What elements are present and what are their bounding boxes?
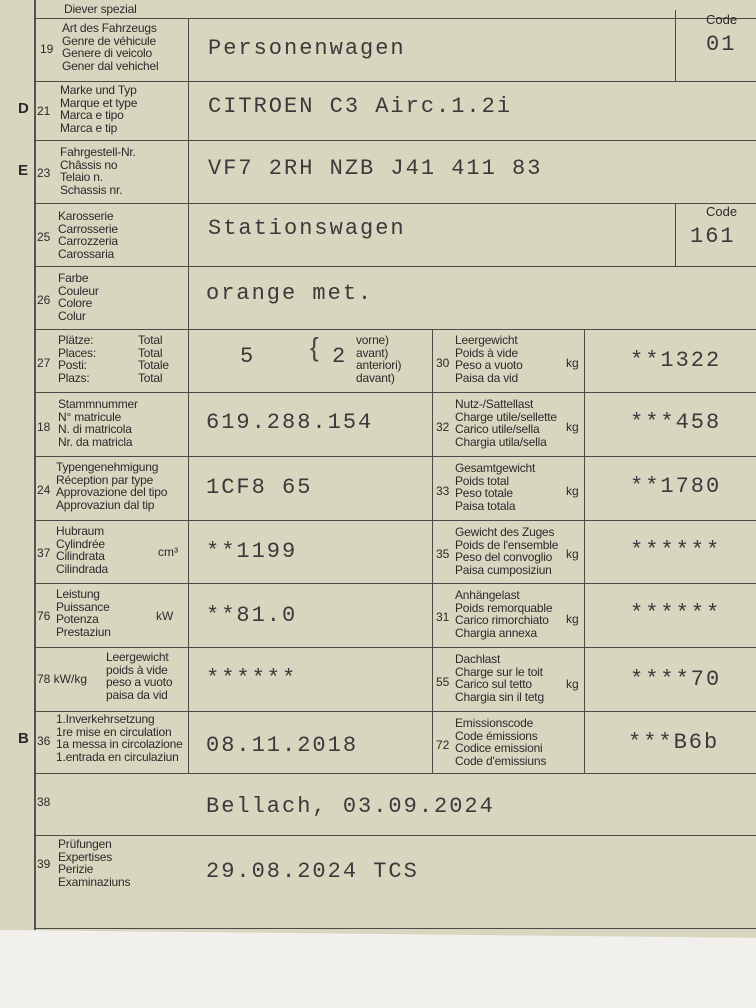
field-number: 35 (436, 547, 450, 561)
code-label: Code (706, 12, 738, 27)
field-label: Karosserie Carrosserie Carrozzeria Carossaria (58, 209, 118, 261)
divider (34, 520, 756, 521)
payload-value: ***458 (630, 410, 722, 435)
field-number: 32 (436, 420, 450, 434)
field-label: Typengenehmigung Réception par type Approvazione del tipo Approvaziun dal tip (56, 460, 168, 512)
total-label: Total Total Totale Total (138, 333, 169, 385)
field-label: Gesamtgewicht Poids total Peso totale Paisa totala (455, 461, 536, 513)
divider (34, 773, 756, 774)
brace: { (310, 332, 319, 362)
unit-label: kW (156, 609, 174, 623)
divider (34, 647, 756, 648)
field-number: 72 (436, 738, 450, 752)
field-number: 31 (436, 610, 450, 624)
unit-label: kg (566, 547, 579, 561)
field-number: 18 (37, 420, 51, 434)
field-label: Leergewicht poids à vide peso a vuoto paisa da vid (106, 650, 173, 702)
place-date-value: Bellach, 03.09.2024 (206, 794, 495, 819)
divider (34, 18, 756, 19)
divider (34, 81, 756, 82)
divider (34, 583, 756, 584)
vehicle-type-code: 01 (706, 32, 737, 57)
divider (432, 329, 433, 773)
field-number: 36 (37, 734, 51, 748)
total-weight-value: **1780 (630, 474, 722, 499)
unit-label: kg (566, 677, 579, 691)
field-label: Marke und Typ Marque et type Marca e tipo Marca e tip (60, 83, 138, 135)
seats-total-value: 5 (240, 344, 256, 369)
field-label: Fahrgestell-Nr. Châssis no Telaio n. Schassis nr. (60, 145, 136, 197)
field-label: Art des Fahrzeugs Genre de véhicule Genere di veicolo Gener dal vehichel (62, 21, 159, 73)
field-label: Leistung Puissance Potenza Prestaziun (56, 587, 111, 639)
field-label: Prüfungen Expertises Perizie Examinaziuns (58, 837, 131, 889)
field-number: 38 (37, 795, 51, 809)
code-label: Code (706, 204, 738, 219)
divider (34, 266, 756, 267)
field-number: 21 (37, 104, 51, 118)
divider (34, 203, 756, 204)
divider (34, 329, 756, 330)
roof-load-value: ****70 (630, 667, 722, 692)
field-number: 39 (37, 857, 51, 871)
power-value: **81.0 (206, 603, 298, 628)
unit-label: cm³ (158, 545, 178, 559)
field-number: 27 (37, 356, 51, 370)
field-number: 19 (40, 42, 54, 56)
divider (675, 10, 676, 81)
field-number: 78 kW/kg (37, 672, 88, 686)
make-model-value: CITROEN C3 Airc.1.2i (208, 94, 513, 119)
field-label: Plätze: Places: Posti: Plazs: (58, 333, 96, 385)
body-type-value: Stationswagen (208, 216, 406, 241)
field-label: Gewicht des Zuges Poids de l'ensemble Peso del convoglio Paisa cumposiziun (455, 525, 559, 577)
divider (188, 18, 189, 329)
field-number: 33 (436, 484, 450, 498)
body-type-code: 161 (690, 224, 736, 249)
section-letter: D (18, 100, 29, 117)
field-label: Nutz-/Sattellast Charge utile/sellette Carico utile/sella Chargia utila/sella (455, 397, 557, 449)
header-label: Diever spezial (64, 2, 137, 16)
field-number: 24 (37, 483, 51, 497)
field-label: 1.Inverkehrsetzung 1re mise en circulation 1a messa in circolazione 1.entrada en circulaziun (56, 712, 183, 764)
unit-label: kg (566, 484, 579, 498)
unit-label: kg (566, 356, 579, 370)
field-label: Anhängelast Poids remorquable Carico rimorchiato Chargia annexa (455, 588, 553, 640)
emission-code-value: ***B6b (628, 730, 720, 755)
color-value: orange met. (206, 281, 374, 306)
background-paper (0, 930, 756, 1008)
field-label: Leergewicht Poids à vide Peso a vuoto Paisa da vid (455, 333, 523, 385)
first-registration-value: 08.11.2018 (206, 733, 359, 758)
field-label: Hubraum Cylindrée Cilindrata Cilindrada (56, 524, 109, 576)
inspection-value: 29.08.2024 TCS (206, 859, 419, 884)
divider (675, 203, 676, 266)
field-number: 30 (436, 356, 450, 370)
chassis-number-value: VF7 2RH NZB J41 411 83 (208, 156, 543, 181)
empty-weight-value: **1322 (630, 348, 722, 373)
field-number: 76 (37, 609, 51, 623)
displacement-value: **1199 (206, 539, 298, 564)
field-number: 37 (37, 546, 51, 560)
field-label: Emissionscode Code émissions Codice emissioni Code d'emissiuns (455, 716, 547, 768)
divider (34, 392, 756, 393)
field-number: 25 (37, 230, 51, 244)
section-letter: E (18, 162, 29, 179)
power-to-weight-value: ****** (206, 666, 298, 691)
vehicle-type-value: Personenwagen (208, 36, 406, 61)
divider (584, 329, 585, 773)
field-number: 26 (37, 293, 51, 307)
unit-label: kg (566, 420, 579, 434)
field-label: Stammnummer N° matricule N. di matricola Nr. da matricla (58, 397, 138, 449)
section-letter: B (18, 730, 29, 747)
field-label: Farbe Couleur Colore Colur (58, 271, 99, 323)
trailer-load-value: ****** (630, 601, 722, 626)
type-approval-value: 1CF8 65 (206, 475, 313, 500)
divider (34, 835, 756, 836)
divider (34, 140, 756, 141)
field-label: Dachlast Charge sur le toit Carico sul tetto Chargia sin il tetg (455, 652, 544, 704)
front-label: vorne) avant) anteriori) davant) (356, 333, 402, 385)
divider (188, 329, 189, 773)
divider (34, 456, 756, 457)
unit-label: kg (566, 612, 579, 626)
divider (34, 928, 756, 929)
train-weight-value: ****** (630, 538, 722, 563)
seats-front-value: 2 (332, 344, 348, 369)
master-number-value: 619.288.154 (206, 410, 374, 435)
field-number: 23 (37, 166, 51, 180)
field-number: 55 (436, 675, 450, 689)
